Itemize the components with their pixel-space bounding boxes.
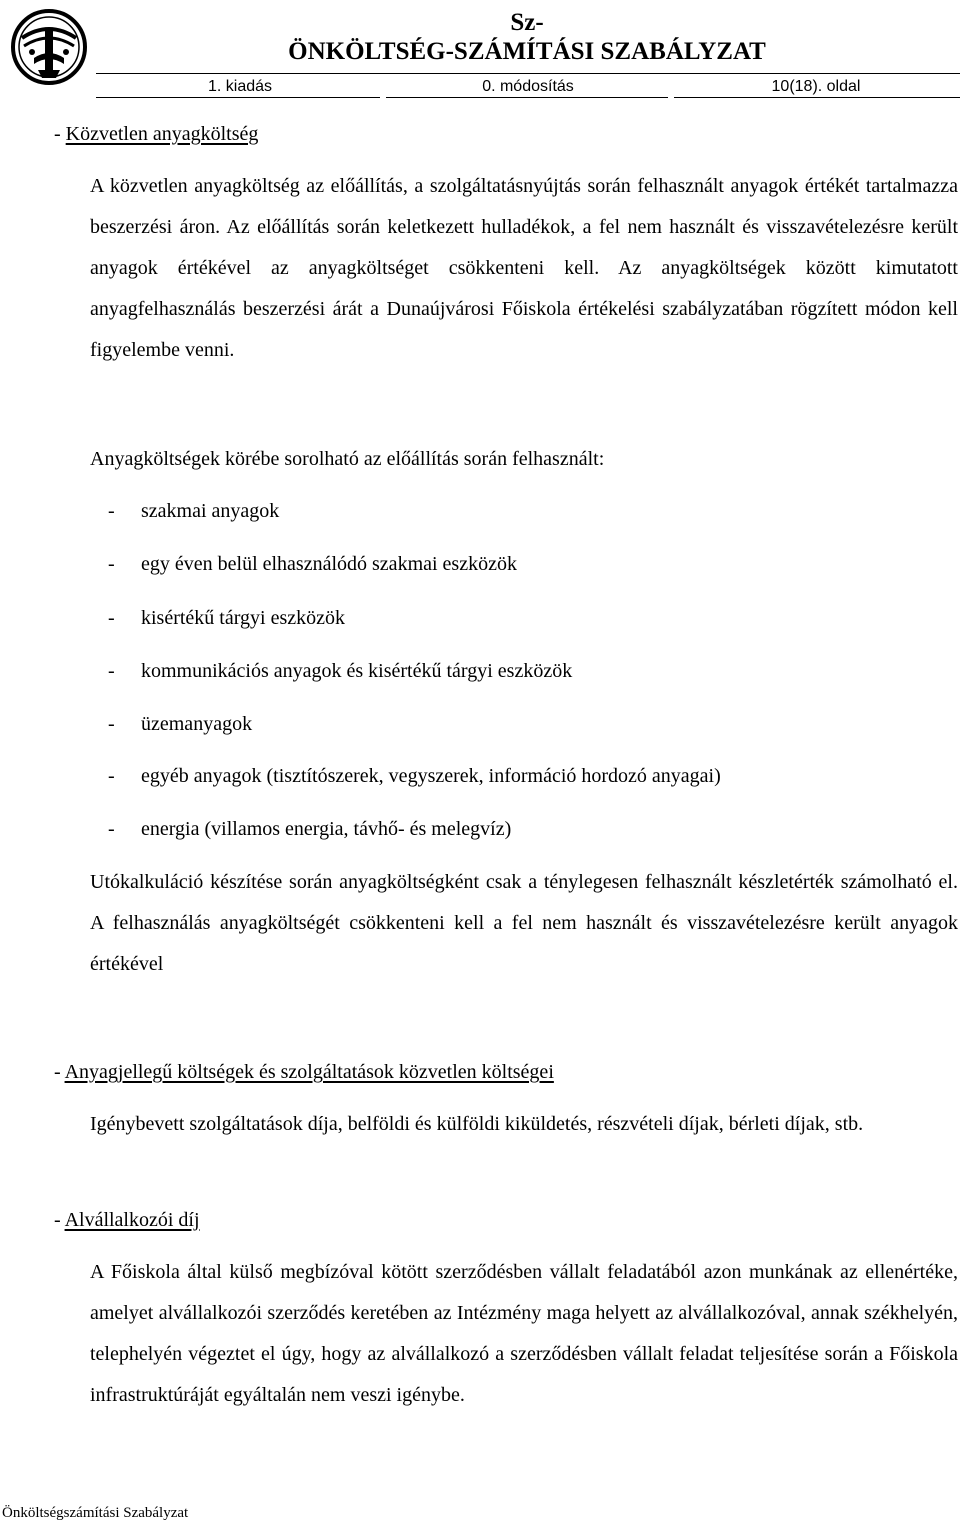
heading-dash: - bbox=[54, 123, 66, 145]
header-underline-2 bbox=[386, 97, 668, 98]
heading-dash: - bbox=[54, 1209, 65, 1231]
list-item-text: egyéb anyagok (tisztítószerek, vegyszerek, információ hordozó anyagai) bbox=[141, 765, 721, 787]
list-dash: - bbox=[108, 818, 115, 840]
list-item bbox=[108, 606, 345, 630]
list-item bbox=[108, 659, 572, 683]
list-item bbox=[108, 712, 252, 736]
footer-text: Önköltségszámítási Szabályzat bbox=[2, 1505, 189, 1521]
list-item bbox=[108, 764, 721, 788]
list-item bbox=[108, 817, 511, 841]
modification-label: 0. módosítás bbox=[482, 78, 574, 95]
heading-text: Közvetlen anyagköltség bbox=[65, 123, 259, 145]
list-dash: - bbox=[108, 765, 115, 787]
header-divider bbox=[96, 73, 960, 74]
list-item bbox=[108, 552, 517, 576]
edition-label: 1. kiadás bbox=[207, 78, 273, 95]
list-item-text: energia (villamos energia, távhő- és melegvíz) bbox=[141, 818, 512, 840]
section-heading-material-like bbox=[54, 1060, 554, 1084]
section-heading-direct-material bbox=[54, 122, 258, 146]
page-label: 10(18). oldal bbox=[771, 78, 861, 95]
list-dash: - bbox=[108, 607, 115, 629]
paragraph-subcontractor: A Főiskola által külső megbízóval kötött szerződésben vállalt feladatából azon munkának az ellenértéke, amelyet alvállalkozói szerződés keretében az Intézmény maga helyett az alvállalkozóval, annak székhelyén, telephelyén végeztet el úgy, hogy az alvállalkozó a szerződésben vállalt feladat teljesítése során a Főiskola infrastruktúráját egyáltalán nem veszi igénybe. bbox=[90, 1261, 958, 1406]
document-title bbox=[96, 8, 958, 66]
paragraph-direct-material-2: Utókalkuláció készítése során anyagköltségként csak a ténylegesen felhasznált készletérték számolható el. A felhasználás anyagköltségét csökkenteni kell a fel nem használt és visszavételezésre került anyagok értékével bbox=[90, 871, 958, 975]
list-item-text: üzemanyagok bbox=[141, 713, 253, 735]
list-item-text: kommunikációs anyagok és kisértékű tárgyi eszközök bbox=[141, 660, 573, 682]
section-heading-subcontractor bbox=[54, 1208, 200, 1232]
list-item-text: kisértékű tárgyi eszközök bbox=[141, 607, 346, 629]
list-dash: - bbox=[108, 500, 115, 522]
heading-text: Alvállalkozói díj bbox=[64, 1209, 200, 1231]
title-line-1: Sz- bbox=[510, 9, 544, 36]
header-underline-1 bbox=[96, 97, 380, 98]
header-underline-3 bbox=[674, 97, 960, 98]
institution-logo-icon bbox=[8, 8, 90, 86]
list-dash: - bbox=[108, 660, 115, 682]
heading-text: Anyagjellegű költségek és szolgáltatások közvetlen költségei bbox=[64, 1061, 554, 1083]
list-intro: Anyagköltségek körébe sorolható az előállítás során felhasznált: bbox=[90, 448, 605, 470]
paragraph-material-like: Igénybevett szolgáltatások díja, belföldi és külföldi kiküldetés, részvételi díjak, bérleti díjak, stb. bbox=[90, 1113, 864, 1135]
list-item-text: egy éven belül elhasználódó szakmai eszközök bbox=[141, 553, 517, 575]
list-item-text: szakmai anyagok bbox=[141, 500, 280, 522]
title-line-2: ÖNKÖLTSÉG-SZÁMÍTÁSI SZABÁLYZAT bbox=[288, 38, 766, 65]
paragraph-direct-material-1: A közvetlen anyagköltség az előállítás, a szolgáltatásnyújtás során felhasznált anyagok értékét tartalmazza beszerzési áron. Az előállítás során keletkezett hulladékok, a fel nem használt és visszavételezésre került anyagok értékével az anyagköltséget csökkenteni kell. Az anyagköltségek között kimutatott anyagfelhasználás beszerzési árát a Dunaújvárosi Főiskola értékelési szabályzatában rögzített módon kell figyelembe venni. bbox=[90, 175, 958, 361]
list-dash: - bbox=[108, 713, 115, 735]
list-dash: - bbox=[108, 553, 115, 575]
heading-dash: - bbox=[54, 1061, 65, 1083]
list-item bbox=[108, 499, 279, 523]
